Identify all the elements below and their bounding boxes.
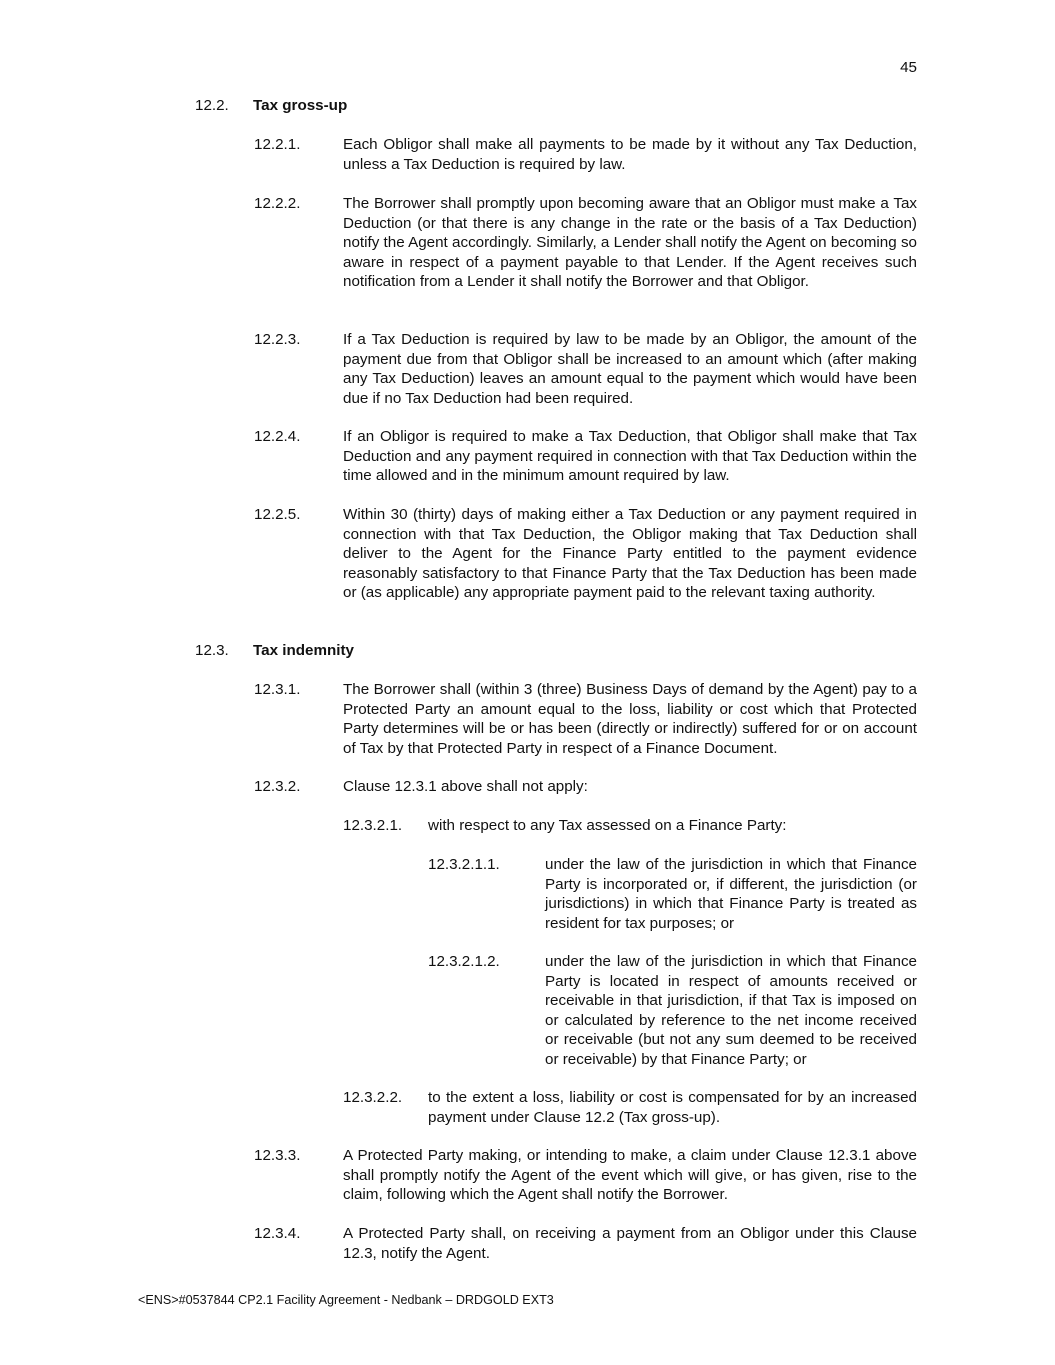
clause-12-3-2-1-2	[428, 952, 917, 1069]
section-heading-tax-indemnity	[195, 641, 917, 661]
clause-text: The Borrower shall (within 3 (three) Business Days of demand by the Agent) pay to a Protected Party an amount equal to the loss, liability or cost which that Protected Party determines will be or has been (directly or indirectly) suffered for or on account of Tax by that Protected Party in respect of a Finance Document.	[343, 681, 917, 757]
clause-number: 12.3.2.1.1.	[428, 856, 500, 873]
clause-number: 12.2.2.	[254, 195, 301, 212]
clause-text: under the law of the jurisdiction in which that Finance Party is located in respect of amounts received or receivable in that jurisdiction, if that Tax is imposed on or calculated by reference to the net income received or receivable (but not any sum deemed to be received or receivable) by that Finance Party; or	[545, 953, 917, 1068]
clause-number: 12.3.4.	[254, 1225, 301, 1242]
clause-number: 12.3.2.2.	[343, 1089, 403, 1106]
clause-12-2-1	[254, 135, 917, 174]
clause-12-3-3	[254, 1146, 917, 1205]
clause-number: 12.2.4.	[254, 428, 301, 445]
clause-text: The Borrower shall promptly upon becoming aware that an Obligor must make a Tax Deduction (or that there is any change in the rate or the basis of a Tax Deduction) notify the Agent accordingly. Similarly, a Lender shall notify the Agent on becoming so aware in respect of a payment payable to that Lender. If the Agent receives such notification from a Lender it shall notify the Borrower and that Obligor.	[343, 195, 917, 290]
clause-number: 12.3.2.	[254, 778, 301, 795]
clause-text: Clause 12.3.1 above shall not apply:	[343, 778, 588, 795]
clause-text: Within 30 (thirty) days of making either a Tax Deduction or any payment required in connection with that Tax Deduction, the Obligor making that Tax Deduction shall deliver to the Agent for the Finance Party entitled to the payment evidence reasonably satisfactory to that Finance Party that the Tax Deduction has been made or (as applicable) any appropriate payment paid to the relevant taxing authority.	[343, 506, 917, 601]
clause-number: 12.3.3.	[254, 1147, 301, 1164]
clause-text: to the extent a loss, liability or cost is compensated for by an increased payment under Clause 12.2 (Tax gross-up).	[428, 1089, 917, 1126]
clause-text: Each Obligor shall make all payments to be made by it without any Tax Deduction, unless a Tax Deduction is required by law.	[343, 136, 917, 173]
section-heading-tax-gross-up	[195, 96, 917, 116]
section-number: 12.3.	[195, 642, 229, 659]
clause-12-2-4	[254, 427, 917, 486]
clause-text: with respect to any Tax assessed on a Finance Party:	[428, 817, 787, 834]
section-title: Tax gross-up	[253, 97, 348, 114]
clause-12-2-5	[254, 505, 917, 603]
clause-number: 12.3.2.1.2.	[428, 953, 500, 970]
clause-12-2-2	[254, 194, 917, 292]
section-number: 12.2.	[195, 97, 229, 114]
document-footer: <ENS>#0537844 CP2.1 Facility Agreement - Nedbank – DRDGOLD EXT3	[138, 1293, 554, 1307]
clause-12-3-2	[254, 777, 917, 797]
clause-12-3-1	[254, 680, 917, 758]
clause-12-2-3	[254, 330, 917, 408]
clause-number: 12.3.1.	[254, 681, 301, 698]
clause-text: under the law of the jurisdiction in which that Finance Party is incorporated or, if different, the jurisdiction (or jurisdictions) in which that Finance Party is treated as resident for tax purposes; or	[545, 856, 917, 932]
clause-text: If a Tax Deduction is required by law to be made by an Obligor, the amount of the payment due from that Obligor shall be increased to an amount which (after making any Tax Deduction) leaves an amount equal to the payment which would have been due if no Tax Deduction had been required.	[343, 331, 917, 407]
clause-12-3-2-2	[343, 1088, 917, 1127]
clause-text: If an Obligor is required to make a Tax Deduction, that Obligor shall make that Tax Deduction and any payment required in connection with that Tax Deduction within the time allowed and in the minimum amount required by law.	[343, 428, 917, 484]
clause-12-3-4	[254, 1224, 917, 1263]
clause-12-3-2-1	[343, 816, 917, 836]
section-title: Tax indemnity	[253, 642, 354, 659]
clause-12-3-2-1-1	[428, 855, 917, 933]
clause-number: 12.2.1.	[254, 136, 301, 153]
clause-number: 12.2.3.	[254, 331, 301, 348]
page-number: 45	[900, 59, 917, 76]
clause-number: 12.3.2.1.	[343, 817, 403, 834]
clause-text: A Protected Party making, or intending to make, a claim under Clause 12.3.1 above shall promptly notify the Agent of the event which will give, or has given, rise to the claim, following which the Agent shall notify the Borrower.	[343, 1147, 917, 1203]
clause-number: 12.2.5.	[254, 506, 301, 523]
clause-text: A Protected Party shall, on receiving a payment from an Obligor under this Clause 12.3, notify the Agent.	[343, 1225, 917, 1262]
